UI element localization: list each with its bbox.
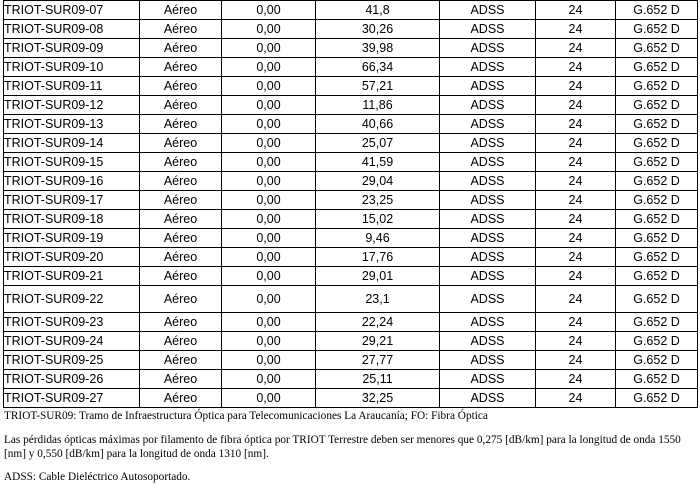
segment-id-cell: TRIOT-SUR09-18: [4, 210, 140, 229]
table-row: [4, 248, 698, 267]
fiber-count-cell: 24: [536, 58, 616, 77]
length-a-cell: 0,00: [222, 172, 316, 191]
segment-id-cell: TRIOT-SUR09-17: [4, 191, 140, 210]
fiber-standard-cell: G.652 D: [616, 134, 698, 153]
length-b-cell: 57,21: [316, 77, 440, 96]
cable-type-cell: ADSS: [440, 332, 536, 351]
table-row: [4, 77, 698, 96]
fiber-count-cell: 24: [536, 248, 616, 267]
fiber-count-cell: 24: [536, 389, 616, 408]
cable-type-cell: ADSS: [440, 172, 536, 191]
length-b-cell: 25,11: [316, 370, 440, 389]
cable-type-cell: ADSS: [440, 210, 536, 229]
length-b-cell: 66,34: [316, 58, 440, 77]
fiber-standard-cell: G.652 D: [616, 77, 698, 96]
fiber-standard-cell: G.652 D: [616, 210, 698, 229]
length-a-cell: 0,00: [222, 134, 316, 153]
segment-id-cell: TRIOT-SUR09-26: [4, 370, 140, 389]
segment-id-cell: TRIOT-SUR09-16: [4, 172, 140, 191]
cable-type-cell: ADSS: [440, 153, 536, 172]
cable-type-cell: ADSS: [440, 134, 536, 153]
segment-id-cell: TRIOT-SUR09-15: [4, 153, 140, 172]
cable-type-cell: ADSS: [440, 286, 536, 313]
segment-id-cell: TRIOT-SUR09-13: [4, 115, 140, 134]
length-b-cell: 41,8: [316, 1, 440, 20]
length-a-cell: 0,00: [222, 39, 316, 58]
fiber-count-cell: 24: [536, 286, 616, 313]
fiber-count-cell: 24: [536, 96, 616, 115]
installation-type-cell: Aéreo: [140, 20, 222, 39]
table-row: [4, 286, 698, 313]
installation-type-cell: Aéreo: [140, 77, 222, 96]
installation-type-cell: Aéreo: [140, 389, 222, 408]
length-a-cell: 0,00: [222, 229, 316, 248]
installation-type-cell: Aéreo: [140, 191, 222, 210]
cable-type-cell: ADSS: [440, 229, 536, 248]
installation-type-cell: Aéreo: [140, 115, 222, 134]
fiber-count-cell: 24: [536, 39, 616, 58]
length-b-cell: 40,66: [316, 115, 440, 134]
cable-type-cell: ADSS: [440, 115, 536, 134]
table-row: [4, 96, 698, 115]
length-a-cell: 0,00: [222, 96, 316, 115]
segment-id-cell: TRIOT-SUR09-12: [4, 96, 140, 115]
length-b-cell: 25,07: [316, 134, 440, 153]
segment-id-cell: TRIOT-SUR09-11: [4, 77, 140, 96]
segment-id-cell: TRIOT-SUR09-20: [4, 248, 140, 267]
installation-type-cell: Aéreo: [140, 286, 222, 313]
note-triot-definition: TRIOT-SUR09: Tramo de Infraestructura Óptica para Telecomunicaciones La Araucanía; FO: Fibra Óptica: [4, 410, 488, 422]
table-row: [4, 210, 698, 229]
fiber-count-cell: 24: [536, 229, 616, 248]
cable-type-cell: ADSS: [440, 370, 536, 389]
fiber-segments-table: [3, 0, 698, 408]
installation-type-cell: Aéreo: [140, 210, 222, 229]
length-a-cell: 0,00: [222, 58, 316, 77]
table-row: [4, 313, 698, 332]
fiber-count-cell: 24: [536, 370, 616, 389]
fiber-standard-cell: G.652 D: [616, 153, 698, 172]
length-b-cell: 32,25: [316, 389, 440, 408]
segment-id-cell: TRIOT-SUR09-07: [4, 1, 140, 20]
length-a-cell: 0,00: [222, 286, 316, 313]
length-a-cell: 0,00: [222, 1, 316, 20]
installation-type-cell: Aéreo: [140, 313, 222, 332]
fiber-standard-cell: G.652 D: [616, 1, 698, 20]
installation-type-cell: Aéreo: [140, 39, 222, 58]
table-row: [4, 267, 698, 286]
cable-type-cell: ADSS: [440, 389, 536, 408]
length-a-cell: 0,00: [222, 389, 316, 408]
installation-type-cell: Aéreo: [140, 134, 222, 153]
table-row: [4, 58, 698, 77]
length-b-cell: 23,25: [316, 191, 440, 210]
fiber-standard-cell: G.652 D: [616, 58, 698, 77]
length-b-cell: 17,76: [316, 248, 440, 267]
length-a-cell: 0,00: [222, 351, 316, 370]
length-a-cell: 0,00: [222, 153, 316, 172]
table-row: [4, 389, 698, 408]
table-body: [4, 1, 698, 408]
segment-id-cell: TRIOT-SUR09-10: [4, 58, 140, 77]
installation-type-cell: Aéreo: [140, 153, 222, 172]
installation-type-cell: Aéreo: [140, 229, 222, 248]
fiber-standard-cell: G.652 D: [616, 286, 698, 313]
installation-type-cell: Aéreo: [140, 58, 222, 77]
length-a-cell: 0,00: [222, 20, 316, 39]
fiber-count-cell: 24: [536, 1, 616, 20]
table-row: [4, 20, 698, 39]
fiber-count-cell: 24: [536, 115, 616, 134]
length-b-cell: 39,98: [316, 39, 440, 58]
table-row: [4, 332, 698, 351]
fiber-standard-cell: G.652 D: [616, 313, 698, 332]
fiber-standard-cell: G.652 D: [616, 370, 698, 389]
cable-type-cell: ADSS: [440, 267, 536, 286]
cable-type-cell: ADSS: [440, 39, 536, 58]
cable-type-cell: ADSS: [440, 58, 536, 77]
fiber-standard-cell: G.652 D: [616, 20, 698, 39]
fiber-standard-cell: G.652 D: [616, 389, 698, 408]
length-a-cell: 0,00: [222, 267, 316, 286]
fiber-count-cell: 24: [536, 77, 616, 96]
cable-type-cell: ADSS: [440, 96, 536, 115]
length-b-cell: 9,46: [316, 229, 440, 248]
fiber-count-cell: 24: [536, 20, 616, 39]
fiber-standard-cell: G.652 D: [616, 39, 698, 58]
length-b-cell: 23,1: [316, 286, 440, 313]
table-row: [4, 191, 698, 210]
table-row: [4, 229, 698, 248]
fiber-standard-cell: G.652 D: [616, 248, 698, 267]
fiber-count-cell: 24: [536, 313, 616, 332]
length-a-cell: 0,00: [222, 332, 316, 351]
segment-id-cell: TRIOT-SUR09-21: [4, 267, 140, 286]
length-b-cell: 29,01: [316, 267, 440, 286]
table-row: [4, 134, 698, 153]
installation-type-cell: Aéreo: [140, 370, 222, 389]
table-row: [4, 153, 698, 172]
cable-type-cell: ADSS: [440, 77, 536, 96]
fiber-count-cell: 24: [536, 134, 616, 153]
table-row: [4, 351, 698, 370]
fiber-standard-cell: G.652 D: [616, 229, 698, 248]
table-row: [4, 172, 698, 191]
segment-id-cell: TRIOT-SUR09-09: [4, 39, 140, 58]
length-b-cell: 27,77: [316, 351, 440, 370]
length-a-cell: 0,00: [222, 248, 316, 267]
fiber-standard-cell: G.652 D: [616, 191, 698, 210]
length-b-cell: 22,24: [316, 313, 440, 332]
length-b-cell: 30,26: [316, 20, 440, 39]
length-a-cell: 0,00: [222, 191, 316, 210]
length-a-cell: 0,00: [222, 77, 316, 96]
segment-id-cell: TRIOT-SUR09-08: [4, 20, 140, 39]
fiber-count-cell: 24: [536, 351, 616, 370]
cable-type-cell: ADSS: [440, 313, 536, 332]
length-b-cell: 29,04: [316, 172, 440, 191]
fiber-count-cell: 24: [536, 153, 616, 172]
fiber-standard-cell: G.652 D: [616, 351, 698, 370]
installation-type-cell: Aéreo: [140, 96, 222, 115]
fiber-standard-cell: G.652 D: [616, 96, 698, 115]
length-a-cell: 0,00: [222, 115, 316, 134]
note-adss-definition: ADSS: Cable Dieléctrico Autosoportado.: [4, 471, 191, 483]
installation-type-cell: Aéreo: [140, 332, 222, 351]
segment-id-cell: TRIOT-SUR09-19: [4, 229, 140, 248]
length-b-cell: 11,86: [316, 96, 440, 115]
table-row: [4, 39, 698, 58]
segment-id-cell: TRIOT-SUR09-24: [4, 332, 140, 351]
table-row: [4, 1, 698, 20]
installation-type-cell: Aéreo: [140, 267, 222, 286]
table-row: [4, 115, 698, 134]
length-a-cell: 0,00: [222, 370, 316, 389]
installation-type-cell: Aéreo: [140, 1, 222, 20]
fiber-count-cell: 24: [536, 172, 616, 191]
fiber-count-cell: 24: [536, 267, 616, 286]
segment-id-cell: TRIOT-SUR09-14: [4, 134, 140, 153]
cable-type-cell: ADSS: [440, 20, 536, 39]
length-a-cell: 0,00: [222, 210, 316, 229]
segment-id-cell: TRIOT-SUR09-25: [4, 351, 140, 370]
cable-type-cell: ADSS: [440, 191, 536, 210]
length-b-cell: 41,59: [316, 153, 440, 172]
cable-type-cell: ADSS: [440, 351, 536, 370]
installation-type-cell: Aéreo: [140, 351, 222, 370]
table-row: [4, 370, 698, 389]
cable-type-cell: ADSS: [440, 1, 536, 20]
segment-id-cell: TRIOT-SUR09-27: [4, 389, 140, 408]
length-a-cell: 0,00: [222, 313, 316, 332]
installation-type-cell: Aéreo: [140, 172, 222, 191]
fiber-standard-cell: G.652 D: [616, 332, 698, 351]
segment-id-cell: TRIOT-SUR09-22: [4, 286, 140, 313]
cable-type-cell: ADSS: [440, 248, 536, 267]
fiber-count-cell: 24: [536, 332, 616, 351]
segment-id-cell: TRIOT-SUR09-23: [4, 313, 140, 332]
note-optical-losses: Las pérdidas ópticas máximas por filamento de fibra óptica por TRIOT Terrestre deben ser menores que 0,275 [dB/km] para la longitud de onda 1550 [nm] y 0,550 [dB/km] para la longitud de onda 1310 [nm].: [4, 434, 681, 460]
fiber-standard-cell: G.652 D: [616, 115, 698, 134]
installation-type-cell: Aéreo: [140, 248, 222, 267]
fiber-standard-cell: G.652 D: [616, 267, 698, 286]
length-b-cell: 15,02: [316, 210, 440, 229]
fiber-count-cell: 24: [536, 191, 616, 210]
length-b-cell: 29,21: [316, 332, 440, 351]
fiber-standard-cell: G.652 D: [616, 172, 698, 191]
fiber-count-cell: 24: [536, 210, 616, 229]
